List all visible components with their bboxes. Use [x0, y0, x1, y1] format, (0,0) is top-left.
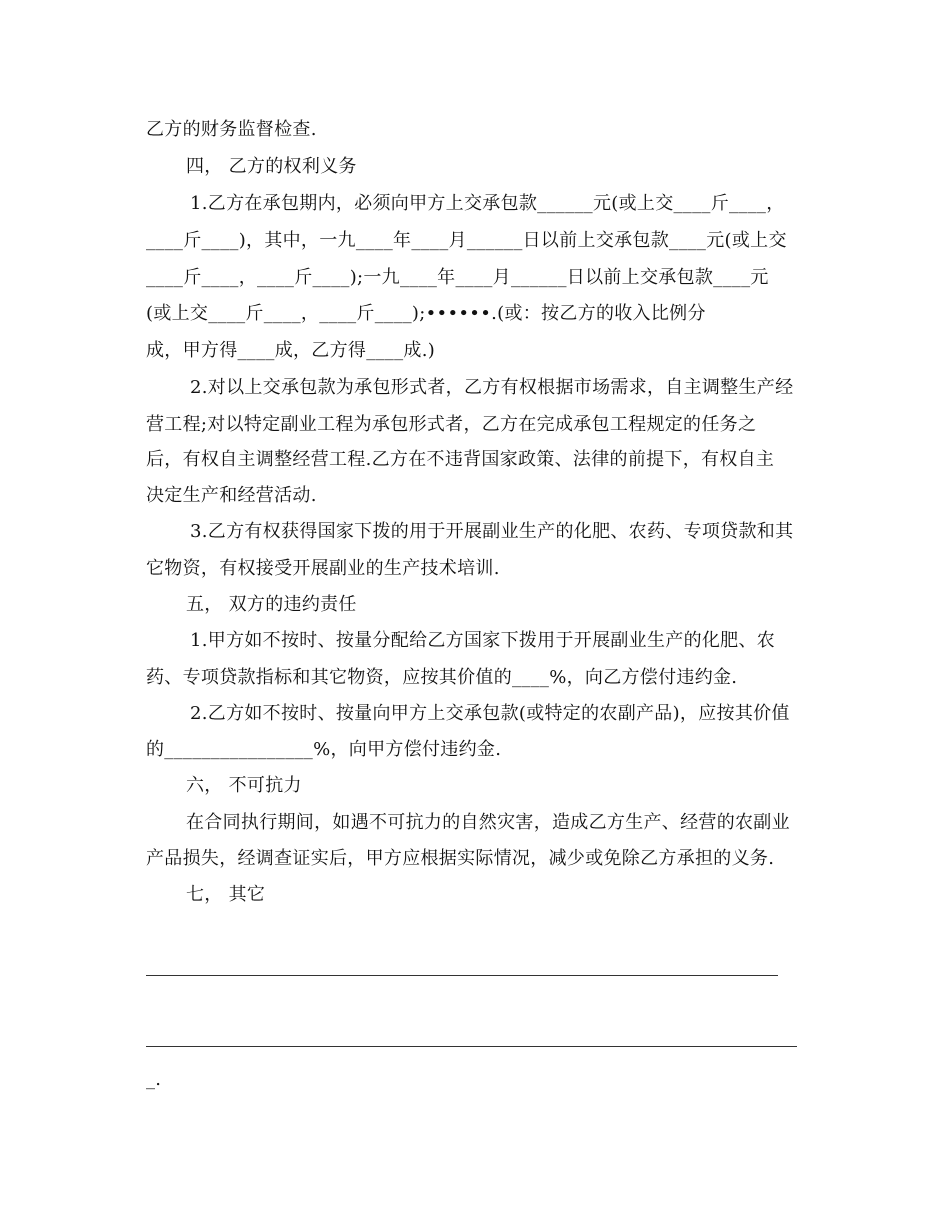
paragraph-line: 3.乙方有权获得国家下拨的用于开展副业生产的化肥、农药、专项贷款和其	[190, 521, 794, 542]
blank-fill-line	[146, 1046, 797, 1047]
section-heading-4: 四， 乙方的权利义务	[186, 156, 357, 177]
section-heading-6: 六， 不可抗力	[186, 775, 302, 796]
paragraph-line: 在合同执行期间，如遇不可抗力的自然灾害，造成乙方生产、经营的农副业	[186, 812, 790, 833]
paragraph-line: 营工程;对以特定副业工程为承包形式者，乙方在完成承包工程规定的任务之	[146, 414, 757, 435]
paragraph-line: 决定生产和经营活动.	[146, 485, 317, 506]
section-heading-7: 七， 其它	[186, 884, 266, 905]
paragraph-line: 成，甲方得____成，乙方得____成.)	[146, 340, 436, 361]
paragraph-line: 它物资，有权接受开展副业的生产技术培训.	[146, 558, 500, 579]
paragraph-line: 2.对以上交承包款为承包形式者，乙方有权根据市场需求，自主调整生产经	[190, 377, 794, 398]
paragraph-line: 乙方的财务监督检查.	[146, 119, 317, 140]
paragraph-line: 的________________%，向甲方偿付违约金.	[146, 739, 502, 760]
paragraph-line: (或上交____斤____，____斤____);••••••.(或：按乙方的收入比例分	[146, 303, 706, 324]
paragraph-line: 药、专项贷款指标和其它物资，应按其价值的____%，向乙方偿付违约金.	[146, 667, 738, 688]
paragraph-line: 1.乙方在承包期内，必须向甲方上交承包款______元(或上交____斤____，	[190, 193, 785, 214]
paragraph-line: 后，有权自主调整经营工程.乙方在不违背国家政策、法律的前提下，有权自主	[146, 449, 775, 470]
paragraph-line: ____斤____)，其中，一九____年____月______日以前上交承包款____元(或上交	[146, 230, 787, 251]
section-heading-5: 五， 双方的违约责任	[186, 594, 357, 615]
paragraph-line: 2.乙方如不按时、按量向甲方上交承包款(或特定的农副产品)，应按其价值	[190, 703, 790, 724]
paragraph-line: 产品损失，经调查证实后，甲方应根据实际情况，减少或免除乙方承担的义务.	[146, 848, 775, 869]
paragraph-line: ____斤____，____斤____);一九____年____月______日以前上交承包款____元	[146, 267, 769, 288]
blank-fill-line	[146, 975, 778, 976]
paragraph-line: 1.甲方如不按时、按量分配给乙方国家下拨用于开展副业生产的化肥、农	[190, 630, 776, 651]
blank-fill-tail: _.	[146, 1069, 162, 1090]
